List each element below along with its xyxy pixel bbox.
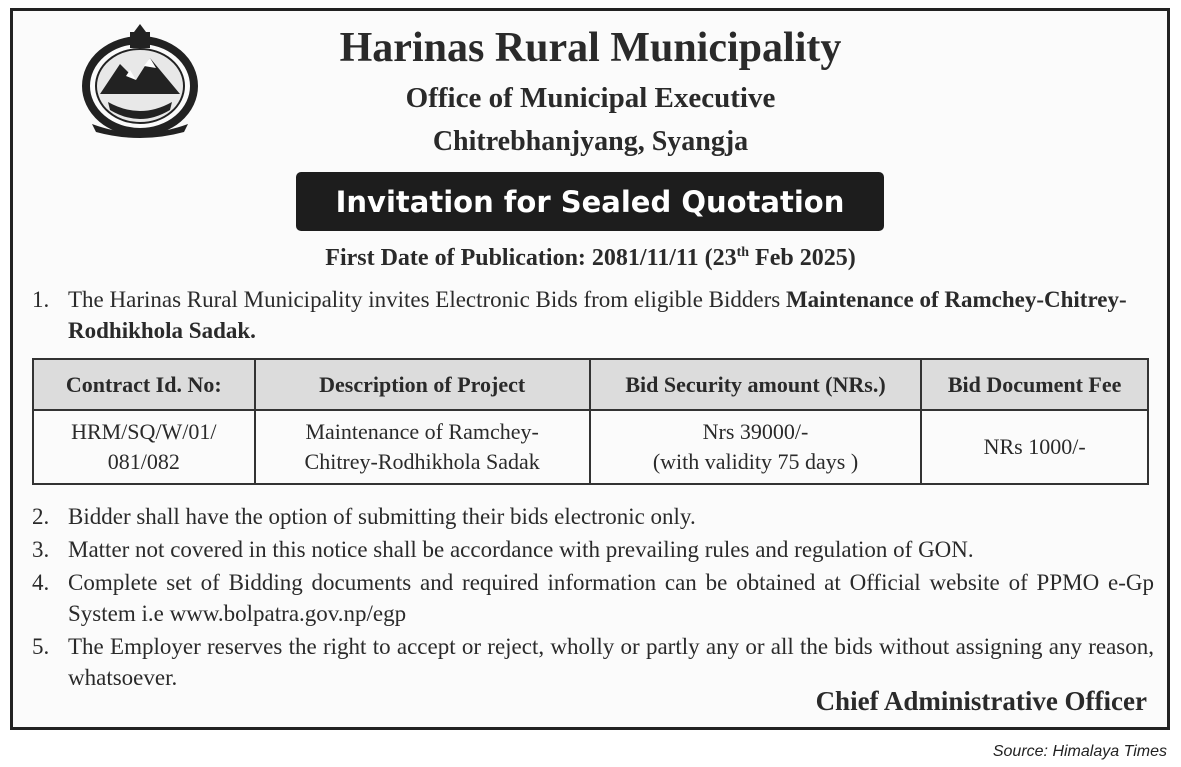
publication-end: Feb 2025)	[749, 245, 856, 271]
clause-number: 3.	[32, 537, 50, 562]
signatory-title: Chief Administrative Officer	[815, 686, 1147, 716]
source-credit: Source: Himalaya Times	[992, 743, 1167, 760]
cell-document-fee: NRs 1000/-	[921, 410, 1148, 484]
clause-3	[32, 534, 1154, 565]
bid-table	[32, 358, 1149, 485]
column-header-contract-id: Contract Id. No:	[33, 359, 255, 410]
clause-number: 5.	[32, 634, 50, 659]
clause-2	[32, 501, 1154, 532]
security-line2: (with validity 75 days )	[652, 449, 859, 474]
publication-date	[0, 245, 1181, 272]
notice-title: Invitation for Sealed Quotation	[335, 184, 845, 219]
notice-title-banner	[296, 172, 884, 231]
clause-text-bold: Maintenance of Ramchey-Chitrey-Rodhikhola Sadak.	[68, 287, 1127, 343]
clause-number: 4.	[32, 570, 50, 595]
security-line1: Nrs 39000/-	[702, 419, 809, 444]
clause-text-plain: The Harinas Rural Municipality invites Electronic Bids from eligible Bidders	[68, 287, 786, 312]
cell-description	[255, 410, 590, 484]
clause-text	[68, 284, 1154, 346]
clause-1	[32, 284, 1154, 346]
table-header-row	[33, 359, 1148, 410]
cell-contract-id	[33, 410, 255, 484]
office-name: Office of Municipal Executive	[405, 82, 776, 114]
column-header-description: Description of Project	[255, 359, 590, 410]
table-row	[33, 410, 1148, 484]
column-header-bid-security: Bid Security amount (NRs.)	[590, 359, 922, 410]
publication-sup: th	[736, 245, 750, 260]
clause-5	[32, 631, 1154, 693]
clause-text: Bidder shall have the option of submitting their bids electronic only.	[68, 504, 696, 529]
contract-id-line1: HRM/SQ/W/01/	[71, 419, 217, 444]
municipality-name: Harinas Rural Municipality	[339, 25, 842, 71]
column-header-document-fee: Bid Document Fee	[921, 359, 1148, 410]
clause-number: 2.	[32, 504, 50, 529]
clause-4	[32, 567, 1154, 629]
publication-label: First Date of Publication: 2081/11/11 (23	[325, 245, 737, 271]
contract-id-line2: 081/082	[107, 449, 180, 474]
clause-text: Matter not covered in this notice shall be accordance with prevailing rules and regulation of GON.	[68, 537, 974, 562]
description-line2: Chitrey-Rodhikhola Sadak	[304, 449, 540, 474]
clause-number: 1.	[32, 287, 50, 312]
office-location: Chitrebhanjyang, Syangja	[432, 126, 749, 157]
clause-text: Complete set of Bidding documents and required information can be obtained at Official website of PPMO e-Gp System i.e www.bolpatra.gov.np/egp	[68, 570, 1154, 626]
description-line1: Maintenance of Ramchey-	[305, 419, 539, 444]
clause-text: The Employer reserves the right to accept or reject, wholly or partly any or all the bids without assigning any reason, whatsoever.	[68, 634, 1154, 690]
cell-bid-security	[590, 410, 922, 484]
